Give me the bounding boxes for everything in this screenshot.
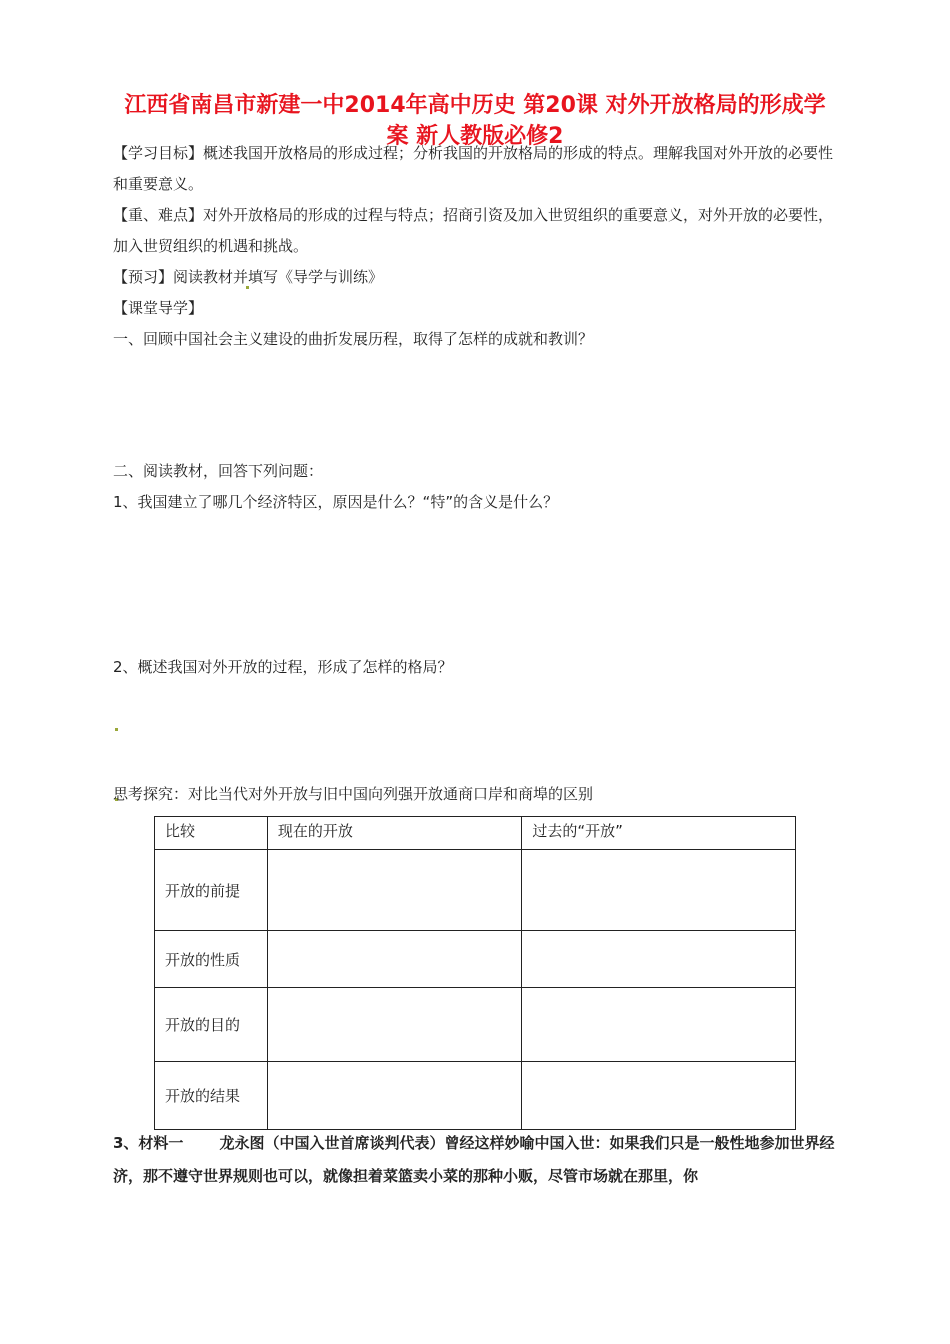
row-label: 开放的前提	[155, 850, 268, 931]
title-line-1: 江西省南昌市新建一中2014年高中历史 第20课 对外开放格局的形成学	[124, 93, 826, 118]
title-line-2: 案 新人教版必修2	[386, 124, 564, 149]
key-points: 【重、难点】对外开放格局的形成的过程与特点；招商引资及加入世贸组织的重要意义，对外开放的必要性，加入世贸组织的机遇和挑战。	[113, 206, 834, 255]
stray-mark	[115, 728, 118, 731]
material-label: 3、材料一	[113, 1134, 184, 1152]
row-label: 开放的目的	[155, 988, 268, 1062]
comparison-table	[154, 816, 796, 1130]
table-row	[155, 1062, 796, 1130]
answer-cell[interactable]	[522, 988, 796, 1062]
header-cell: 现在的开放	[267, 817, 522, 850]
think-explore: 思考探究：对比当代对外开放与旧中国向列强开放通商口岸和商埠的区别	[113, 785, 594, 803]
class-guide-heading: 【课堂导学】	[113, 299, 204, 317]
question-two-item-1: 1、我国建立了哪几个经济特区，原因是什么？“特”的含义是什么？	[113, 493, 559, 511]
table-row	[155, 850, 796, 931]
answer-cell[interactable]	[522, 850, 796, 931]
header-cell: 过去的“开放”	[522, 817, 796, 850]
answer-cell[interactable]	[267, 988, 522, 1062]
preview-note: 【预习】阅读教材并填写《导学与训练》	[113, 268, 384, 286]
header-cell: 比较	[155, 817, 268, 850]
answer-cell[interactable]	[267, 1062, 522, 1130]
row-label: 开放的结果	[155, 1062, 268, 1130]
table-row	[155, 931, 796, 988]
answer-cell[interactable]	[267, 931, 522, 988]
learning-goal: 【学习目标】概述我国开放格局的形成过程；分析我国的开放格局的形成的特点。理解我国对外开放的必要性和重要意义。	[113, 144, 834, 193]
table-header-row	[155, 817, 796, 850]
row-label: 开放的性质	[155, 931, 268, 988]
material-text: 龙永图（中国入世首席谈判代表）曾经这样妙喻中国入世：如果我们只是一般性地参加世界经济，那不遵守世界规则也可以，就像担着菜篮卖小菜的那种小贩，尽管市场就在那里，你	[113, 1134, 835, 1185]
question-two-item-2: 2、概述我国对外开放的过程，形成了怎样的格局？	[113, 658, 453, 676]
answer-cell[interactable]	[522, 931, 796, 988]
question-one: 一、回顾中国社会主义建设的曲折发展历程，取得了怎样的成就和教训？	[113, 330, 594, 348]
stray-mark	[246, 286, 249, 289]
question-three	[113, 1127, 838, 1193]
question-two: 二、阅读教材，回答下列问题：	[113, 462, 324, 480]
table-row	[155, 988, 796, 1062]
answer-cell[interactable]	[267, 850, 522, 931]
answer-cell[interactable]	[522, 1062, 796, 1130]
